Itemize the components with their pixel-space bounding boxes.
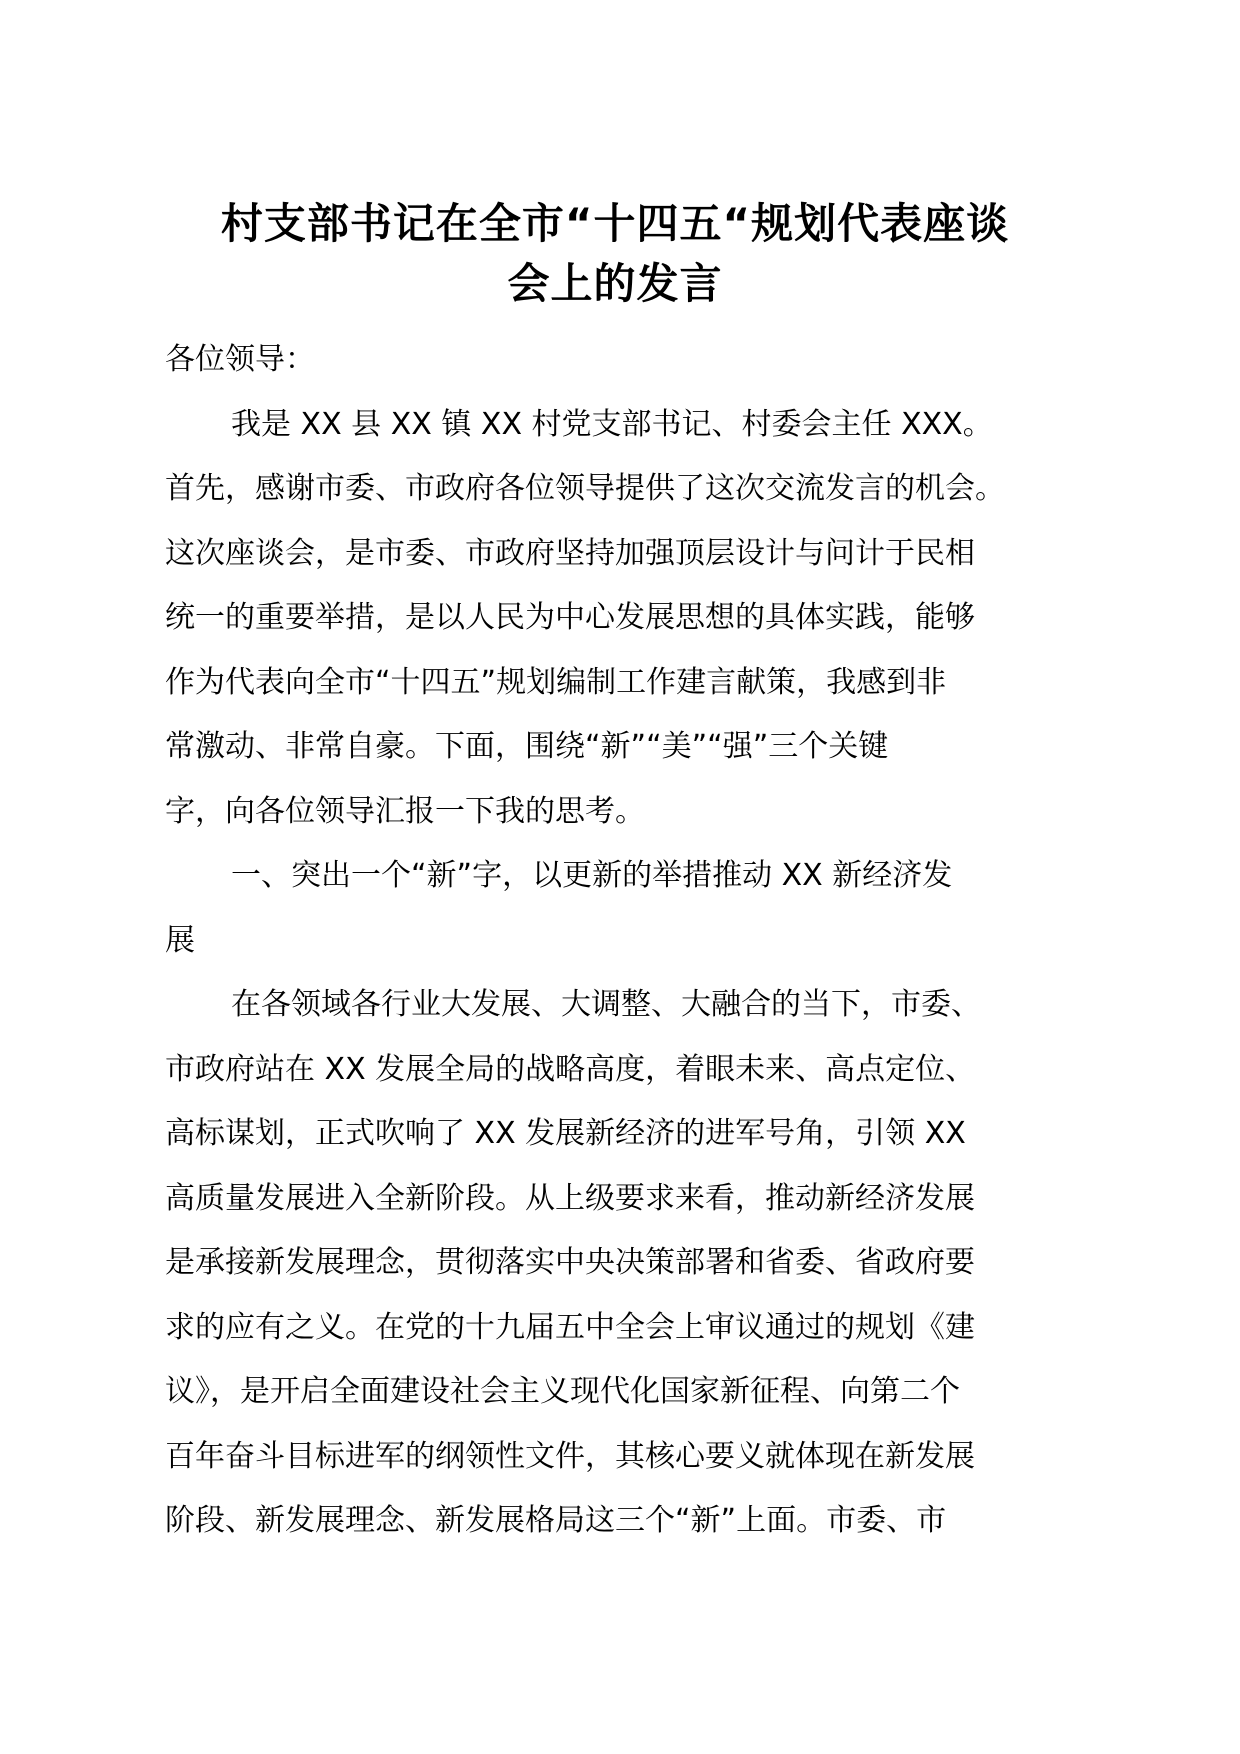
body-line: 议》，是开启全面建设社会主义现代化国家新征程、向第二个 [165, 1374, 960, 1409]
body-line: 我是 XX 县 XX 镇 XX 村党支部书记、村委会主任 XXX。 [231, 406, 993, 442]
body-line: 百年奋斗目标进军的纲领性文件，其核心要义就体现在新发展 [165, 1438, 975, 1474]
body-line: 这次座谈会，是市委、市政府坚持加强顶层设计与问计于民相 [165, 535, 975, 571]
body-line: 常激动、非常自豪。下面，围绕“新”“美”“强”三个关键 [165, 729, 889, 764]
document-title [150, 194, 1080, 314]
title-line-1: 村支部书记在全市“十四五“规划代表座谈 [220, 199, 1010, 248]
body-line: 市政府站在 XX 发展全局的战略高度，着眼未来、高点定位、 [165, 1051, 976, 1087]
title-line-2: 会上的发言 [507, 259, 723, 308]
document-body [165, 328, 1085, 1554]
body-line: 作为代表向全市“十四五”规划编制工作建言献策，我感到非 [165, 664, 947, 700]
body-line: 字，向各位领导汇报一下我的思考。 [165, 793, 645, 829]
body-line: 高质量发展进入全新阶段。从上级要求来看，推动新经济发展 [165, 1180, 975, 1216]
body-line: 统一的重要举措，是以人民为中心发展思想的具体实践，能够 [165, 600, 975, 635]
body-line: 高标谋划，正式吹响了 XX 发展新经济的进军号角，引领 XX [165, 1116, 966, 1151]
body-line: 求的应有之义。在党的十九届五中全会上审议通过的规划《建 [165, 1309, 975, 1345]
body-line: 各位领导： [165, 342, 315, 377]
body-line: 是承接新发展理念，贯彻落实中央决策部署和省委、省政府要 [165, 1245, 975, 1280]
body-line: 一、突出一个“新”字，以更新的举措推动 XX 新经济发 [231, 858, 953, 893]
body-line: 阶段、新发展理念、新发展格局这三个“新”上面。市委、市 [165, 1503, 947, 1538]
body-line: 在各领域各行业大发展、大调整、大融合的当下，市委、 [231, 987, 981, 1022]
body-line: 首先，感谢市委、市政府各位领导提供了这次交流发言的机会。 [165, 471, 1005, 506]
body-line: 展 [165, 922, 195, 958]
